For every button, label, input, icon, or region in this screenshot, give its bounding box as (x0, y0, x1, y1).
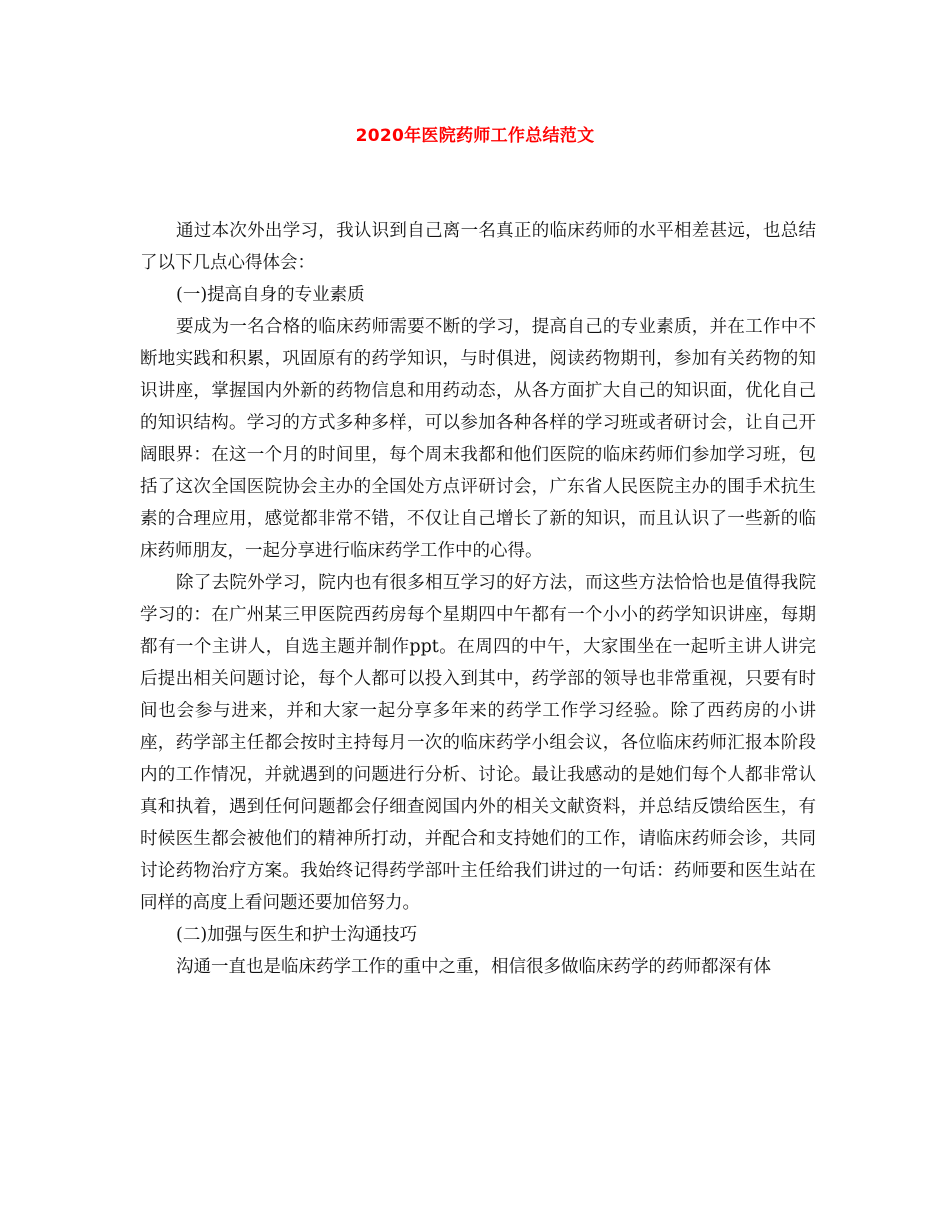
paragraph-intro: 通过本次外出学习，我认识到自己离一名真正的临床药师的水平相差甚远，也总结了以下几点心得体会： (140, 221, 816, 273)
section-heading-2: (二)加强与医生和护士沟通技巧 (176, 925, 418, 945)
paragraph-section-1-body-2: 除了去院外学习，院内也有很多相互学习的好方法，而这些方法恰恰也是值得我院学习的：在广州某三甲医院西药房每个星期四中午都有一个小小的药学知识讲座，每期都有一个主讲人，自选主题并制作ppt。在周四的中午，大家围坐在一起听主讲人讲完后提出相关问题讨论，每个人都可以投入到其中，药学部的领导也非常重视，只要有时间也会参与进来，并和大家一起分享多年来的药学工作学习经验。除了西药房的小讲座，药学部主任都会按时主持每月一次的临床药学小组会议，各位临床药师汇报本阶段内的工作情况，并就遇到的问题进行分析、讨论。最让我感动的是她们每个人都非常认真和执着，遇到任何问题都会仔细查阅国内外的相关文献资料，并总结反馈给医生，有时候医生都会被他们的精神所打动，并配合和支持她们的工作，请临床药师会诊，共同讨论药物治疗方案。我始终记得药学部叶主任给我们讲过的一句话：药师要和医生站在同样的高度上看问题还要加倍努力。 (140, 573, 816, 913)
document-title: 2020年医院药师工作总结范文 (355, 126, 595, 146)
paragraph-section-1-body: 要成为一名合格的临床药师需要不断的学习，提高自己的专业素质，并在工作中不断地实践和积累，巩固原有的药学知识，与时俱进，阅读药物期刊，参加有关药物的知识讲座，掌握国内外新的药物信息和用药动态，从各方面扩大自己的知识面，优化自己的知识结构。学习的方式多种多样，可以参加各种各样的学习班或者研讨会，让自己开阔眼界：在这一个月的时间里，每个周末我都和他们医院的临床药师们参加学习班，包括了这次全国医院协会主办的全国处方点评研讨会，广东省人民医院主办的围手术抗生素的合理应用，感觉都非常不错，不仅让自己增长了新的知识，而且认识了一些新的临床药师朋友，一起分享进行临床药学工作中的心得。 (140, 317, 816, 561)
paragraph-section-2-body: 沟通一直也是临床药学工作的重中之重，相信很多做临床药学的药师都深有体 (176, 957, 771, 977)
document-body (140, 215, 816, 983)
section-heading-1: (一)提高自身的专业素质 (176, 285, 365, 305)
